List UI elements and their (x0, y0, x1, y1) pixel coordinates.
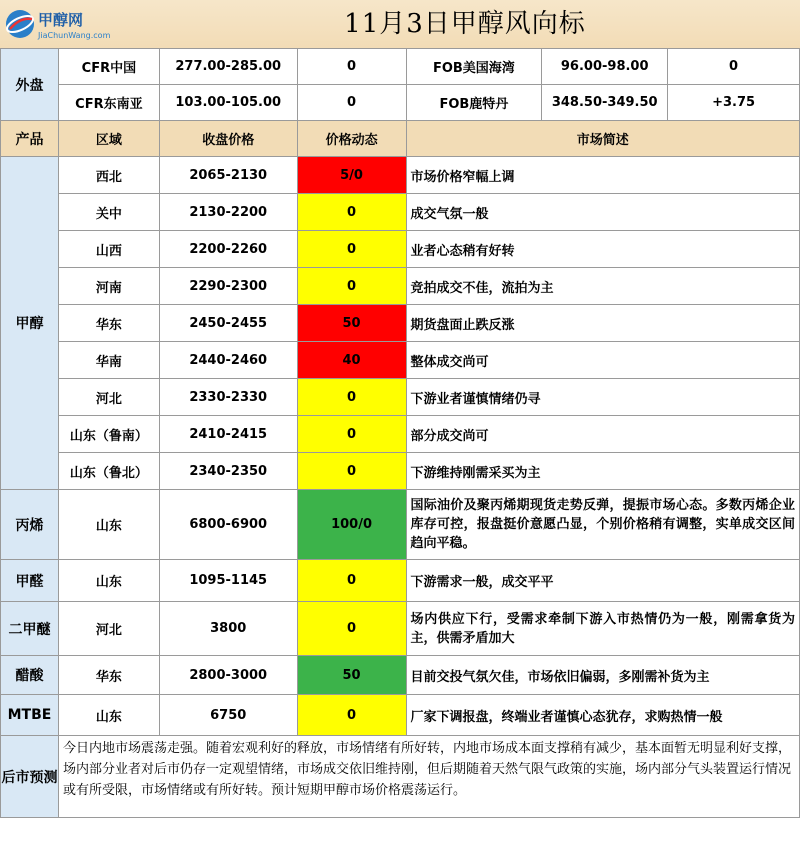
region-cell: 华东 (58, 305, 159, 342)
region-cell: 山东（鲁北） (58, 453, 159, 490)
region-cell: 华南 (58, 342, 159, 379)
product-mtbe: MTBE (1, 695, 59, 736)
table-row (1, 453, 800, 490)
summary-cell: 业者心态稍有好转 (406, 231, 800, 268)
region-cell: 山东 (58, 695, 159, 736)
summary-cell: 期货盘面止跌反涨 (406, 305, 800, 342)
summary-cell: 市场价格窄幅上调 (406, 157, 800, 194)
price-cell: 2800-3000 (159, 656, 297, 695)
logo-cn: 甲醇网 (38, 11, 84, 29)
region-cell: 山东（鲁南） (58, 416, 159, 453)
summary-cell: 下游需求一般，成交平平 (406, 560, 800, 602)
price-cell: 2130-2200 (159, 194, 297, 231)
product-dme: 二甲醚 (1, 602, 59, 656)
summary-cell: 厂家下调报盘，终端业者谨慎心态犹存，求购热情一般 (406, 695, 800, 736)
summary-cell: 整体成交尚可 (406, 342, 800, 379)
column-header-change: 价格动态 (297, 121, 406, 157)
price-cell: 2330-2330 (159, 379, 297, 416)
change-cell: 0 (297, 453, 406, 490)
price-cell: 2200-2260 (159, 231, 297, 268)
product-formaldehyde: 甲醛 (1, 560, 59, 602)
forecast-row (1, 736, 800, 818)
product-methanol: 甲醇 (1, 157, 59, 490)
table-row (1, 656, 800, 695)
external-change: 0 (297, 85, 406, 121)
summary-cell: 目前交投气氛欠佳，市场依旧偏弱，多刚需补货为主 (406, 656, 800, 695)
product-acetic-acid: 醋酸 (1, 656, 59, 695)
summary-cell: 下游业者谨慎情绪仍寻 (406, 379, 800, 416)
price-cell: 3800 (159, 602, 297, 656)
forecast-label: 后市预测 (1, 736, 59, 818)
external-name: FOB美国海湾 (406, 49, 542, 85)
external-name: CFR中国 (58, 49, 159, 85)
price-cell: 1095-1145 (159, 560, 297, 602)
change-cell: 0 (297, 231, 406, 268)
site-logo (4, 5, 124, 43)
change-cell: 5/0 (297, 157, 406, 194)
price-cell: 2450-2455 (159, 305, 297, 342)
change-cell: 40 (297, 342, 406, 379)
table-row (1, 379, 800, 416)
region-cell: 河南 (58, 268, 159, 305)
price-cell: 2290-2300 (159, 268, 297, 305)
summary-cell: 成交气氛一般 (406, 194, 800, 231)
region-cell: 山东 (58, 490, 159, 560)
table-row (1, 231, 800, 268)
change-cell: 0 (297, 416, 406, 453)
table-row (1, 695, 800, 736)
region-cell: 山西 (58, 231, 159, 268)
change-cell: 50 (297, 305, 406, 342)
change-cell: 0 (297, 379, 406, 416)
product-propylene: 丙烯 (1, 490, 59, 560)
column-header-region: 区域 (58, 121, 159, 157)
column-header-summary: 市场简述 (406, 121, 800, 157)
change-cell: 50 (297, 656, 406, 695)
summary-cell: 部分成交尚可 (406, 416, 800, 453)
change-cell: 0 (297, 602, 406, 656)
summary-cell: 下游维持刚需采买为主 (406, 453, 800, 490)
page-title: 11月3日甲醇风向标 (344, 9, 586, 39)
price-table (0, 48, 800, 818)
price-cell: 2340-2350 (159, 453, 297, 490)
change-cell: 0 (297, 194, 406, 231)
external-price: 277.00-285.00 (159, 49, 297, 85)
table-row (1, 416, 800, 453)
forecast-text: 今日内地市场震荡走强。随着宏观利好的释放，市场情绪有所好转，内地市场成本面支撑稍有减少，基本面暂无明显利好支撑，场内部分业者对后市仍存一定观望情绪，市场成交依旧维持刚，但后期随着天然气限气政策的实施，场内部分气头装置运行情况或有所受限，市场情绪或有所好转。预计短期甲醇市场价格震荡运行。 (58, 736, 799, 818)
change-cell: 0 (297, 560, 406, 602)
region-cell: 关中 (58, 194, 159, 231)
summary-cell: 竞拍成交不佳，流拍为主 (406, 268, 800, 305)
external-price: 103.00-105.00 (159, 85, 297, 121)
price-cell: 6800-6900 (159, 490, 297, 560)
external-change: 0 (668, 49, 800, 85)
external-name: CFR东南亚 (58, 85, 159, 121)
external-change: +3.75 (668, 85, 800, 121)
region-cell: 河北 (58, 602, 159, 656)
change-cell: 100/0 (297, 490, 406, 560)
table-row (1, 305, 800, 342)
price-cell: 2440-2460 (159, 342, 297, 379)
table-row (1, 194, 800, 231)
summary-cell: 国际油价及聚丙烯期现货走势反弹，提振市场心态。多数丙烯企业库存可控，报盘挺价意愿凸显，个别价格稍有调整，实单成交区间趋向平稳。 (406, 490, 800, 560)
column-header-price: 收盘价格 (159, 121, 297, 157)
external-row-1 (1, 49, 800, 85)
external-label: 外盘 (1, 49, 59, 121)
external-row-2 (1, 85, 800, 121)
table-row (1, 602, 800, 656)
change-cell: 0 (297, 695, 406, 736)
table-row (1, 342, 800, 379)
table-row (1, 268, 800, 305)
price-cell: 2410-2415 (159, 416, 297, 453)
table-row (1, 490, 800, 560)
region-cell: 华东 (58, 656, 159, 695)
external-change: 0 (297, 49, 406, 85)
region-cell: 西北 (58, 157, 159, 194)
column-header-product: 产品 (1, 121, 59, 157)
external-price: 96.00-98.00 (542, 49, 668, 85)
summary-cell: 场内供应下行，受需求牵制下游入市热情仍为一般，刚需拿货为主，供需矛盾加大 (406, 602, 800, 656)
report-header (0, 0, 800, 49)
region-cell: 河北 (58, 379, 159, 416)
region-cell: 山东 (58, 560, 159, 602)
price-cell: 6750 (159, 695, 297, 736)
price-cell: 2065-2130 (159, 157, 297, 194)
table-row (1, 157, 800, 194)
change-cell: 0 (297, 268, 406, 305)
external-name: FOB鹿特丹 (406, 85, 542, 121)
table-row (1, 560, 800, 602)
column-header-row (1, 121, 800, 157)
logo-en: JiaChunWang.com (38, 31, 111, 40)
external-price: 348.50-349.50 (542, 85, 668, 121)
